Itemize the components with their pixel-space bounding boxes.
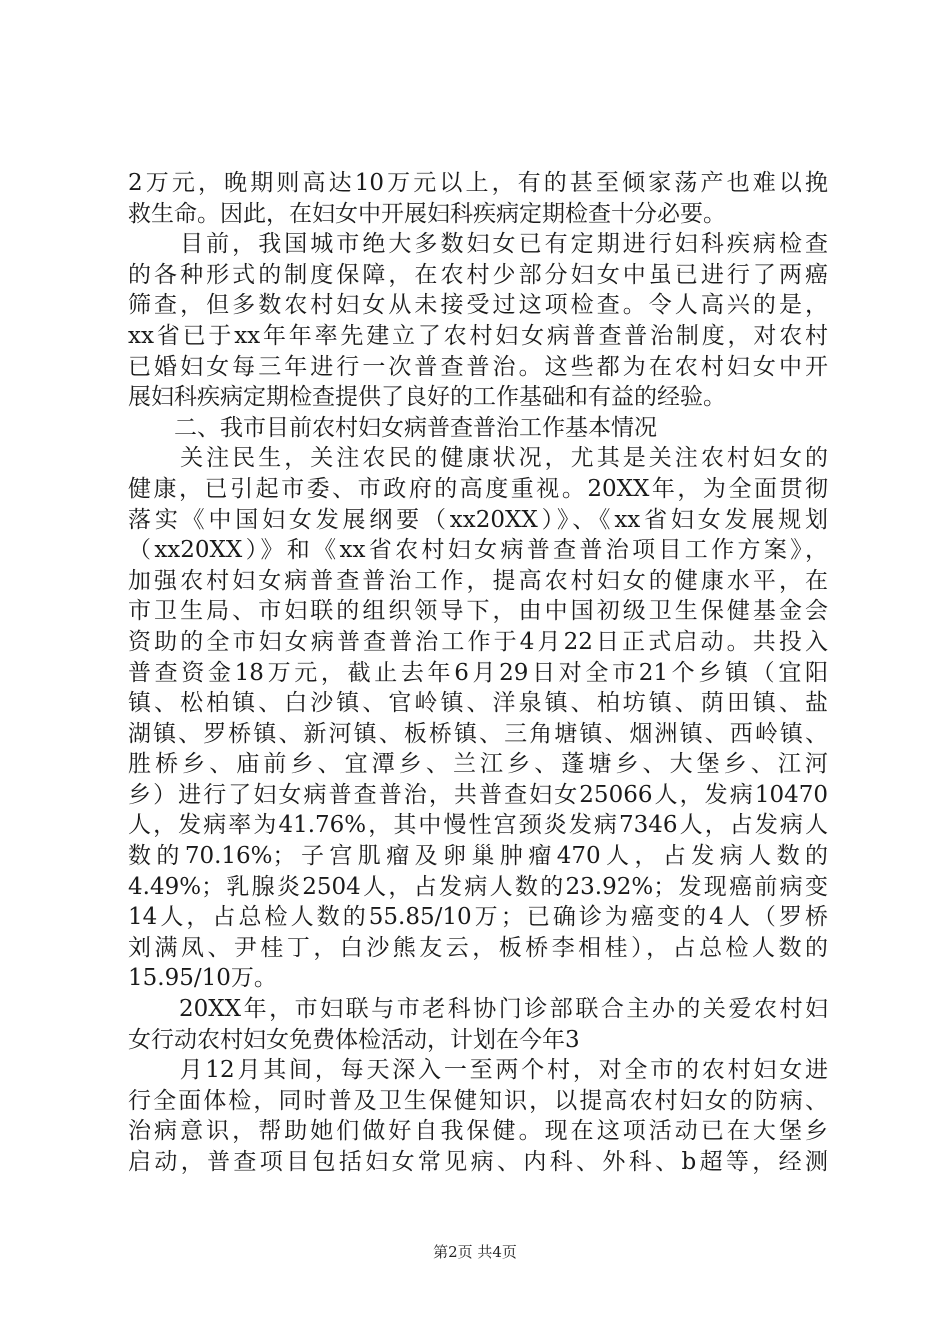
text-line: 已婚妇女每三年进行一次普查普治。这些都为在农村妇女中开 xyxy=(128,353,828,380)
text-line: 治病意识，帮助她们做好自我保健。现在这项活动已在大堡乡 xyxy=(128,1118,828,1145)
text-line: 落实《中国妇女发展纲要（xx20XX）》、《xx省妇女发展规划 xyxy=(128,506,828,533)
text-line: 市卫生局、市妇联的组织领导下，由中国初级卫生保健基金会 xyxy=(128,598,828,625)
text-line: 资助的全市妇女病普查普治工作于4月22日正式启动。共投入 xyxy=(128,628,828,655)
text-line: 人，发病率为41.76%，其中慢性宫颈炎发病7346人，占发病人 xyxy=(128,812,828,839)
text-line: 刘满凤、尹桂丁，白沙熊友云，板桥李相桂），占总检人数的 xyxy=(128,934,828,961)
text-line: 4.49%；乳腺炎2504人，占发病人数的23.92%；发现癌前病变 xyxy=(128,873,828,900)
text-line: 胜桥乡、庙前乡、宜潭乡、兰江乡、蓬塘乡、大堡乡、江河 xyxy=(128,751,828,778)
text-line: 数的70.16%；子宫肌瘤及卵巢肿瘤470人，占发病人数的 xyxy=(128,843,828,870)
text-line: 筛查，但多数农村妇女从未接受过这项检查。令人高兴的是， xyxy=(128,292,828,319)
text-line: 20XX年，市妇联与市老科协门诊部联合主办的关爱农村妇 xyxy=(128,996,828,1023)
text-line: 14人，占总检人数的55.85/10万；已确诊为癌变的4人（罗桥 xyxy=(128,904,828,931)
document-body xyxy=(128,168,828,1178)
text-line: 关注民生，关注农民的健康状况，尤其是关注农村妇女的 xyxy=(128,445,828,472)
text-line: xx省已于xx年年率先建立了农村妇女病普查普治制度，对农村 xyxy=(128,322,828,349)
text-line: 月12月其间，每天深入一至两个村，对全市的农村妇女进 xyxy=(128,1057,828,1084)
text-line: 乡）进行了妇女病普查普治，共普查妇女25066人，发病10470 xyxy=(128,781,828,808)
text-line: 加强农村妇女病普查普治工作，提高农村妇女的健康水平，在 xyxy=(128,567,828,594)
text-line: （xx20XX）》和《xx省农村妇女病普查普治项目工作方案》， xyxy=(128,537,828,564)
text-line: 镇、松柏镇、白沙镇、官岭镇、洋泉镇、柏坊镇、荫田镇、盐 xyxy=(128,690,828,717)
text-line: 15.95/10万。 xyxy=(128,965,277,992)
text-line: 普查资金18万元，截止去年6月29日对全市21个乡镇（宜阳 xyxy=(128,659,828,686)
text-line: 湖镇、罗桥镇、新河镇、板桥镇、三角塘镇、烟洲镇、西岭镇、 xyxy=(128,720,828,747)
text-line: 女行动农村妇女免费体检活动，计划在今年3 xyxy=(128,1026,580,1053)
text-line: 健康，已引起市委、市政府的高度重视。20XX年，为全面贯彻 xyxy=(128,475,828,502)
text-line: 2万元，晚期则高达10万元以上，有的甚至倾家荡产也难以挽 xyxy=(128,170,828,196)
page-footer: 第2页 共4页 xyxy=(433,1243,517,1261)
text-line: 救生命。因此，在妇女中开展妇科疾病定期检查十分必要。 xyxy=(128,200,726,227)
text-line: 的各种形式的制度保障，在农村少部分妇女中虽已进行了两癌 xyxy=(128,261,828,288)
text-line: 启动，普查项目包括妇女常见病、内科、外科、b超等，经测 xyxy=(128,1149,828,1175)
text-line: 行全面体检，同时普及卫生保健知识，以提高农村妇女的防病、 xyxy=(128,1087,828,1114)
text-line: 二、我市目前农村妇女病普查普治工作基本情况 xyxy=(128,414,657,441)
text-line: 目前，我国城市绝大多数妇女已有定期进行妇科疾病检查 xyxy=(128,231,828,258)
text-line: 展妇科疾病定期检查提供了良好的工作基础和有益的经验。 xyxy=(128,384,726,411)
